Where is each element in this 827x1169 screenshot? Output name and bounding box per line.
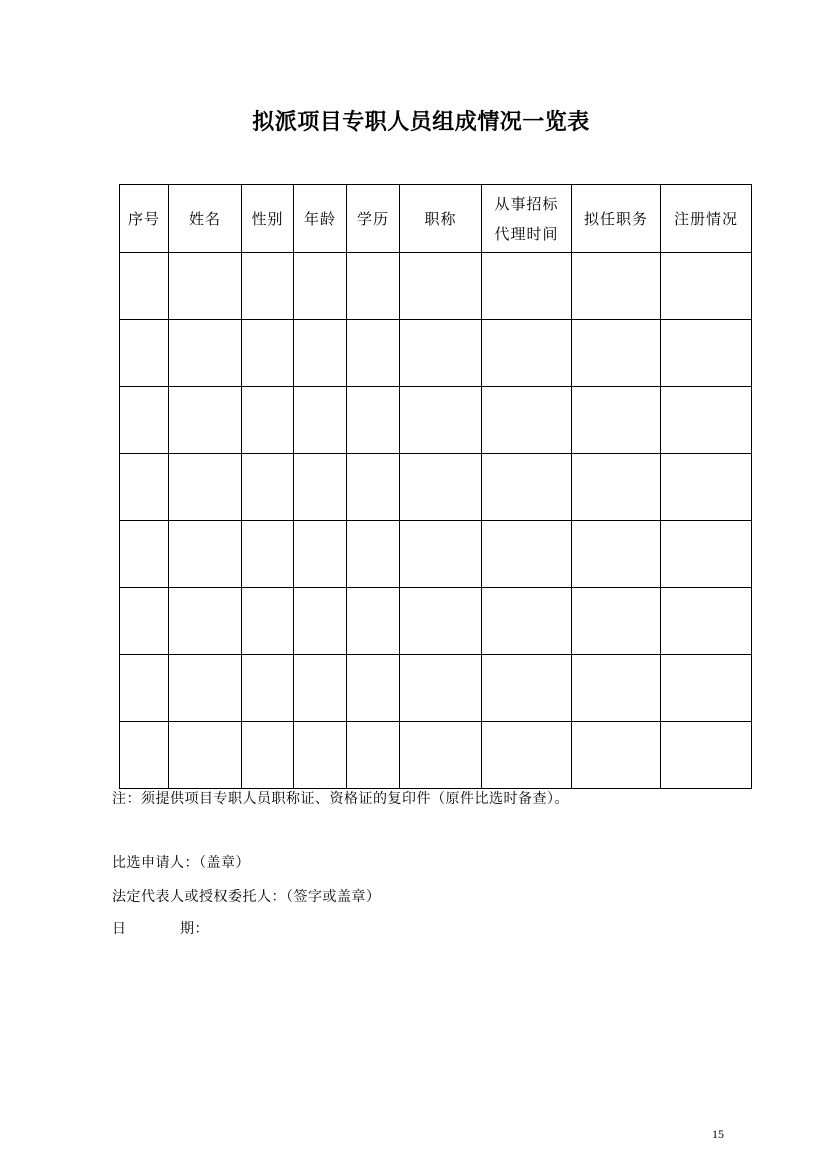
- header-proposed-position: [572, 185, 661, 253]
- table-cell[interactable]: [400, 320, 482, 387]
- table-cell[interactable]: [572, 454, 661, 521]
- date-label-value: 期：: [180, 921, 209, 937]
- table-cell[interactable]: [294, 454, 347, 521]
- table-cell[interactable]: [572, 320, 661, 387]
- table-cell[interactable]: [169, 253, 242, 320]
- table-cell[interactable]: [120, 655, 169, 722]
- table-cell[interactable]: [482, 521, 572, 588]
- table-cell[interactable]: [347, 253, 400, 320]
- table-cell[interactable]: [482, 722, 572, 789]
- table-cell[interactable]: [400, 588, 482, 655]
- table-cell[interactable]: [572, 588, 661, 655]
- table-cell[interactable]: [294, 387, 347, 454]
- table-cell[interactable]: [482, 320, 572, 387]
- table-cell[interactable]: [347, 521, 400, 588]
- table-cell[interactable]: [661, 387, 752, 454]
- table-cell[interactable]: [242, 655, 294, 722]
- table-cell[interactable]: [572, 722, 661, 789]
- header-agency-years-line1: 从事招标: [494, 194, 559, 213]
- table-cell[interactable]: [120, 320, 169, 387]
- table-cell[interactable]: [120, 588, 169, 655]
- staff-table: [119, 184, 752, 789]
- header-name-label: 姓名: [188, 209, 221, 228]
- table-row: [120, 722, 752, 789]
- date-label-key: 日: [112, 921, 127, 937]
- table-cell[interactable]: [242, 722, 294, 789]
- table-cell[interactable]: [242, 521, 294, 588]
- table-cell[interactable]: [400, 521, 482, 588]
- table-cell[interactable]: [347, 588, 400, 655]
- table-cell[interactable]: [294, 722, 347, 789]
- page-number: 15: [712, 1127, 724, 1141]
- table-cell[interactable]: [169, 588, 242, 655]
- header-gender-label: 性别: [251, 209, 284, 228]
- table-cell[interactable]: [169, 521, 242, 588]
- table-cell[interactable]: [120, 521, 169, 588]
- table-cell[interactable]: [482, 655, 572, 722]
- header-name: [169, 185, 242, 253]
- header-seq: [120, 185, 169, 253]
- table-cell[interactable]: [120, 387, 169, 454]
- table-header-row: [120, 185, 752, 253]
- page-title: 拟派项目专职人员组成情况一览表: [252, 110, 590, 135]
- table-row: [120, 521, 752, 588]
- table-cell[interactable]: [572, 655, 661, 722]
- table-cell[interactable]: [294, 253, 347, 320]
- table-cell[interactable]: [572, 521, 661, 588]
- table-row: [120, 454, 752, 521]
- table-cell[interactable]: [661, 521, 752, 588]
- table-cell[interactable]: [169, 722, 242, 789]
- header-title: [400, 185, 482, 253]
- table-cell[interactable]: [400, 253, 482, 320]
- table-cell[interactable]: [294, 521, 347, 588]
- table-cell[interactable]: [169, 655, 242, 722]
- table-cell[interactable]: [169, 320, 242, 387]
- table-cell[interactable]: [347, 320, 400, 387]
- table-note: 注：须提供项目专职人员职称证、资格证的复印件（原件比选时备查）。: [112, 791, 569, 807]
- table-cell[interactable]: [482, 454, 572, 521]
- table-cell[interactable]: [661, 253, 752, 320]
- table-cell[interactable]: [482, 588, 572, 655]
- table-cell[interactable]: [572, 387, 661, 454]
- header-registration: [661, 185, 752, 253]
- table-row: [120, 655, 752, 722]
- table-cell[interactable]: [242, 387, 294, 454]
- table-cell[interactable]: [400, 655, 482, 722]
- header-gender: [242, 185, 294, 253]
- table-cell[interactable]: [294, 320, 347, 387]
- table-cell[interactable]: [661, 722, 752, 789]
- table-cell[interactable]: [294, 655, 347, 722]
- table-cell[interactable]: [169, 387, 242, 454]
- header-education: [347, 185, 400, 253]
- header-registration-label: 注册情况: [673, 209, 738, 228]
- table-cell[interactable]: [242, 320, 294, 387]
- table-cell[interactable]: [572, 253, 661, 320]
- table-cell[interactable]: [294, 588, 347, 655]
- header-seq-label: 序号: [127, 209, 160, 228]
- table-row: [120, 588, 752, 655]
- header-proposed-position-label: 拟任职务: [583, 209, 648, 228]
- header-agency-years: [482, 185, 572, 253]
- table-cell[interactable]: [661, 454, 752, 521]
- table-cell[interactable]: [120, 253, 169, 320]
- table-cell[interactable]: [400, 722, 482, 789]
- table-body: [120, 253, 752, 789]
- table-row: [120, 253, 752, 320]
- table-cell[interactable]: [242, 454, 294, 521]
- table-cell[interactable]: [347, 722, 400, 789]
- table-cell[interactable]: [120, 454, 169, 521]
- header-age-label: 年龄: [303, 209, 336, 228]
- representative-sign-line: 法定代表人或授权委托人：（签字或盖章）: [112, 889, 381, 905]
- table-cell[interactable]: [347, 655, 400, 722]
- table-cell[interactable]: [347, 454, 400, 521]
- table-row: [120, 387, 752, 454]
- table-cell[interactable]: [169, 454, 242, 521]
- date-line: [112, 918, 209, 940]
- table-cell[interactable]: [400, 454, 482, 521]
- table-cell[interactable]: [242, 588, 294, 655]
- table-cell[interactable]: [482, 253, 572, 320]
- table-row: [120, 320, 752, 387]
- table-cell[interactable]: [400, 387, 482, 454]
- table-cell[interactable]: [242, 253, 294, 320]
- table-cell[interactable]: [347, 387, 400, 454]
- table-cell[interactable]: [661, 655, 752, 722]
- applicant-seal-line: 比选申请人：（盖章）: [112, 855, 250, 871]
- table-cell[interactable]: [120, 722, 169, 789]
- header-age: [294, 185, 347, 253]
- header-title-label: 职称: [424, 209, 457, 228]
- header-education-label: 学历: [356, 209, 389, 228]
- table-cell[interactable]: [661, 320, 752, 387]
- table-cell[interactable]: [661, 588, 752, 655]
- header-agency-years-line2: 代理时间: [494, 224, 559, 243]
- table-cell[interactable]: [482, 387, 572, 454]
